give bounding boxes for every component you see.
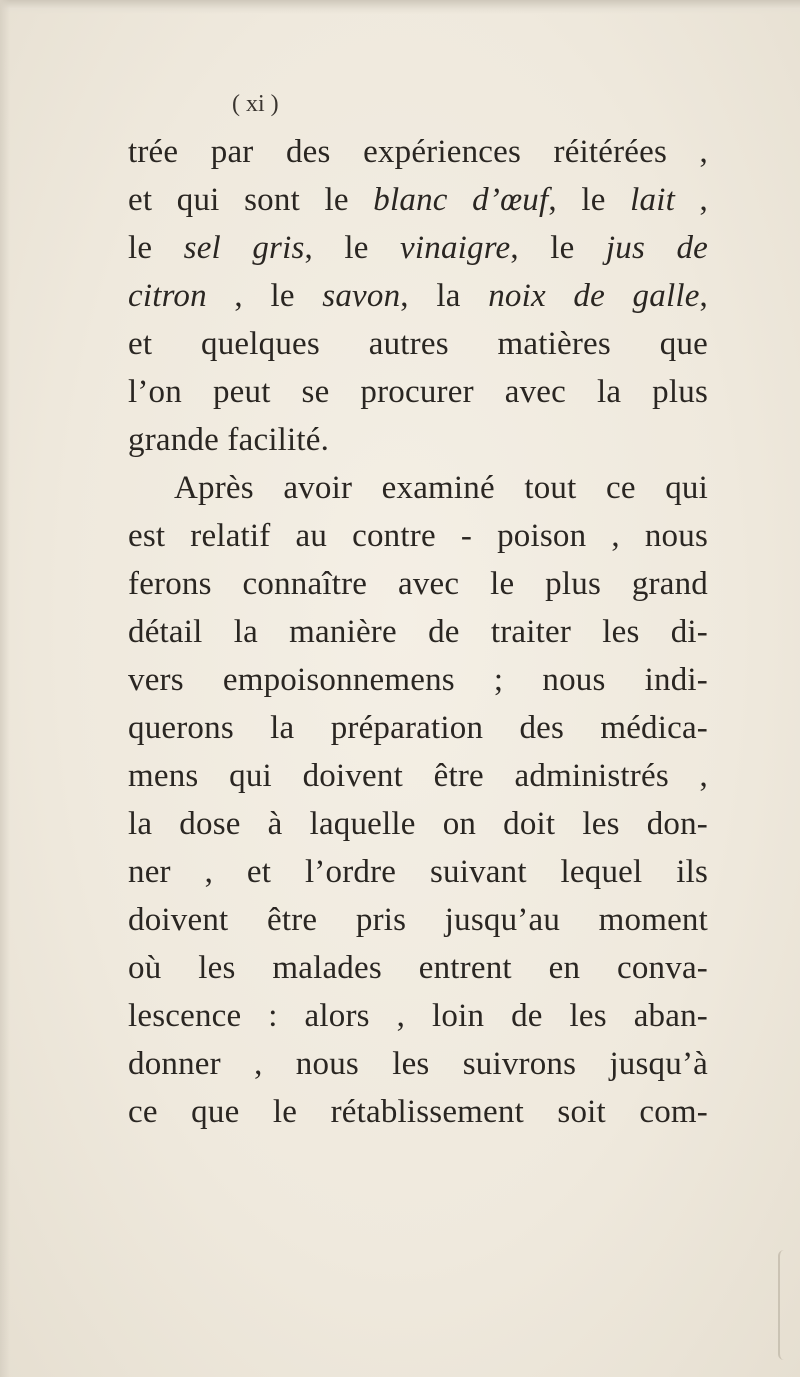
body-text (128, 128, 708, 1136)
page-top-edge (0, 0, 800, 14)
text-line: l’on peut se procurer avec la plus (128, 374, 708, 410)
text-line: et qui sont le blanc d’œuf, le lait , (128, 182, 709, 218)
text-line: et quelques autres matières que (128, 326, 708, 362)
text-line: ferons connaître avec le plus grand (128, 566, 708, 602)
running-head: ( xi ) (232, 91, 279, 117)
text-line: la dose à laquelle on doit les don- (128, 806, 708, 842)
page-edge-mark (778, 1250, 794, 1360)
text-line: Après avoir examiné tout ce qui (174, 470, 708, 506)
page-left-edge (0, 0, 10, 1377)
text-line: querons la préparation des médica- (128, 710, 708, 746)
text-line: est relatif au contre - poison , nous (128, 518, 708, 554)
text-line: le sel gris, le vinaigre, le jus de (128, 230, 709, 266)
text-line: doivent être pris jusqu’au moment (128, 902, 708, 938)
text-line: détail la manière de traiter les di- (128, 614, 708, 650)
text-line: grande facilité. (128, 422, 330, 458)
text-line: donner , nous les suivrons jusqu’à (128, 1046, 708, 1082)
text-line: mens qui doivent être administrés , (128, 758, 708, 794)
text-line: vers empoisonnemens ; nous indi- (128, 662, 708, 698)
text-line: ce que le rétablissement soit com- (128, 1094, 708, 1130)
text-line: où les malades entrent en conva- (128, 950, 708, 986)
text-line: trée par des expériences réitérées , (128, 134, 708, 170)
text-line: ner , et l’ordre suivant lequel ils (128, 854, 708, 890)
text-line: citron , le savon, la noix de galle, (128, 278, 708, 314)
text-line: lescence : alors , loin de les aban- (128, 998, 708, 1034)
